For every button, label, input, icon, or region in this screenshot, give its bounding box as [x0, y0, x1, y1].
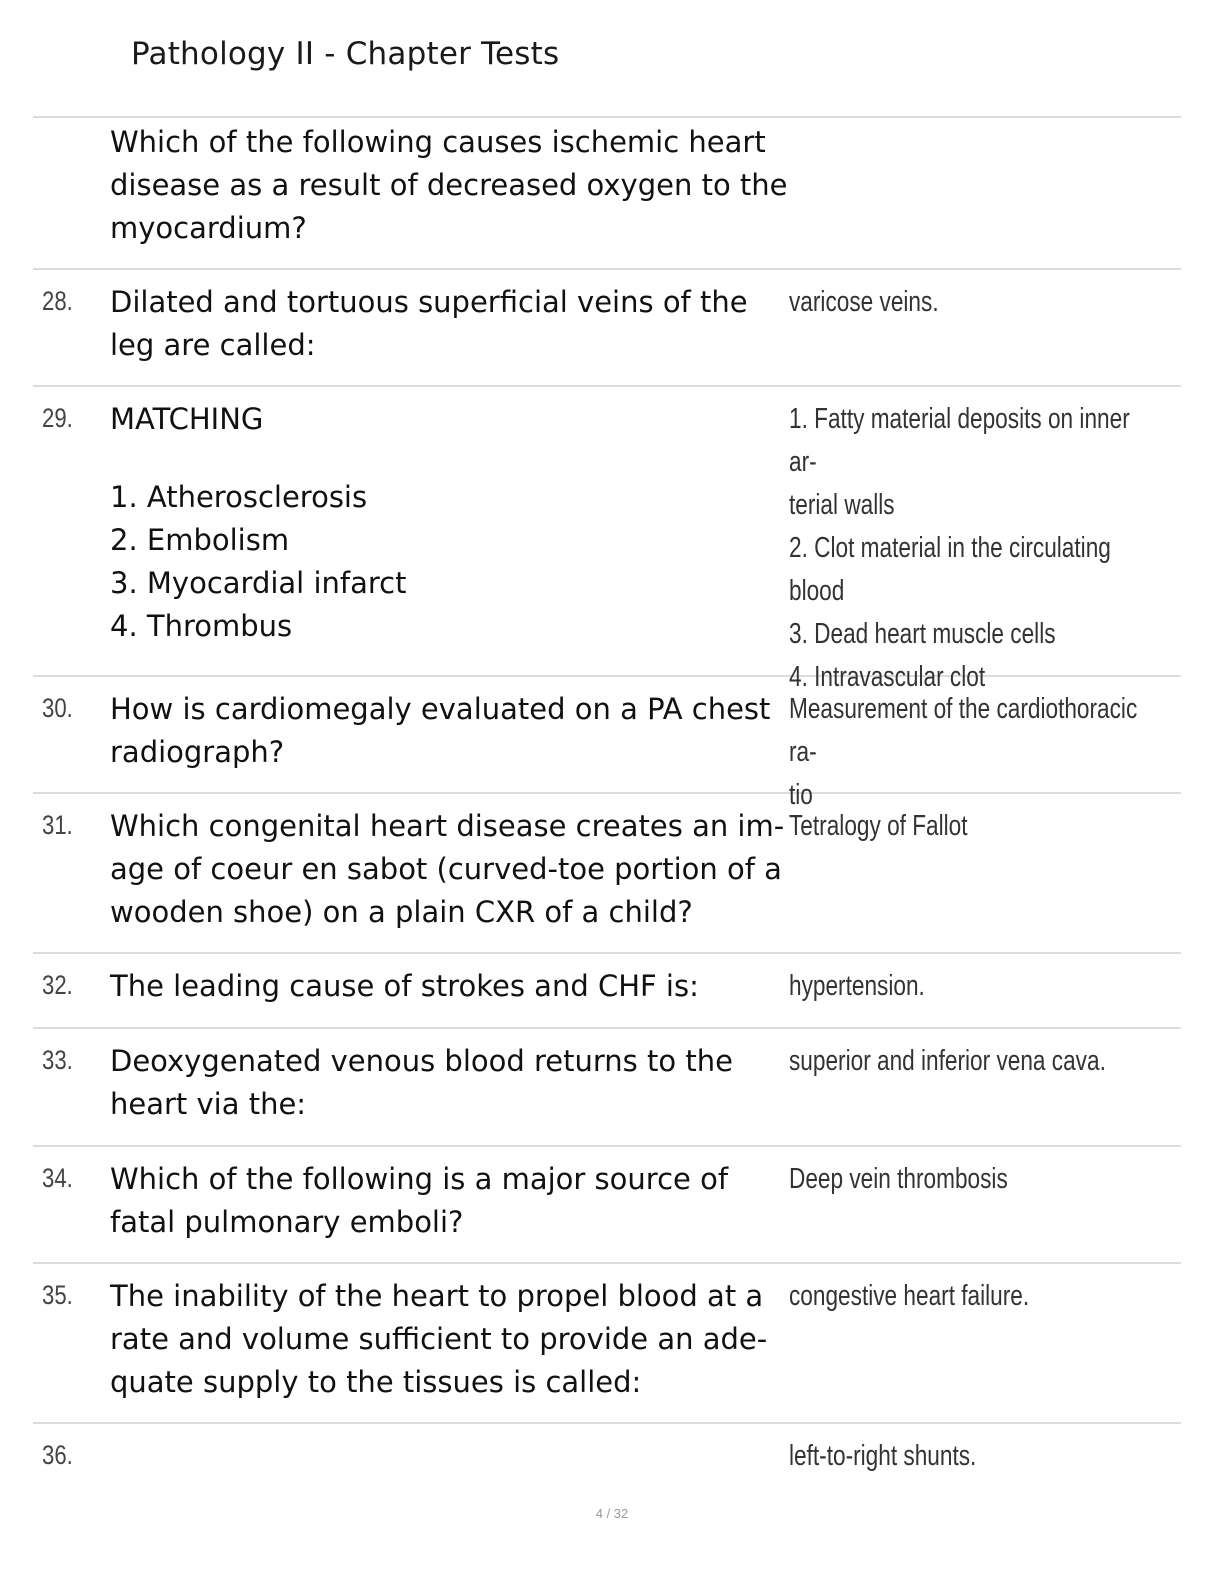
question-number: 29.	[42, 403, 73, 433]
qa-row	[33, 387, 1181, 693]
qa-table	[33, 116, 1181, 1494]
question-text	[110, 398, 800, 648]
question-text: How is cardiomegaly evaluated on a PA chest radiograph?	[110, 692, 771, 769]
answer-text: varicose veins.	[789, 286, 939, 318]
question-number: 32.	[42, 970, 73, 1000]
question-number: 34.	[42, 1163, 73, 1193]
question-text: Deoxygenated venous blood returns to the heart via the:	[110, 1044, 733, 1121]
qa-row	[33, 1147, 1181, 1264]
answer-text: 1. Fatty material deposits on inner ar- terial walls 2. Clot material in the circulating blood 3. Dead heart muscle cells 4. Intravascular clot	[789, 403, 1130, 693]
answer-text: hypertension.	[789, 970, 925, 1002]
question-number: 31.	[42, 810, 73, 840]
question-number: 30.	[42, 693, 73, 723]
qa-row	[33, 1424, 1181, 1494]
qa-row	[33, 1029, 1181, 1147]
question-number: 36.	[42, 1440, 73, 1470]
question-text: The inability of the heart to propel blood at a rate and volume sufficient to provide an ade- quate supply to the tissues is called:	[110, 1279, 768, 1399]
answer-text: Deep vein thrombosis	[789, 1163, 1008, 1195]
list-item: 4. Thrombus	[110, 609, 293, 643]
question-text: Which of the following causes ischemic heart disease as a result of decreased oxygen to the myocardium?	[110, 125, 788, 245]
question-text: The leading cause of strokes and CHF is:	[110, 969, 699, 1003]
question-number: 28.	[42, 286, 73, 316]
list-item: 2. Embolism	[110, 523, 290, 557]
qa-row	[33, 270, 1181, 387]
list-item: 1. Atherosclerosis	[110, 480, 368, 514]
answer-text: Tetralogy of Fallot	[789, 810, 968, 842]
qa-row	[33, 794, 1181, 954]
answer-text: superior and inferior vena cava.	[789, 1045, 1106, 1077]
qa-row	[33, 954, 1181, 1029]
qa-row	[33, 677, 1181, 811]
answer-text: left-to-right shunts.	[789, 1440, 977, 1472]
matching-heading: MATCHING	[110, 402, 264, 436]
question-number: 35.	[42, 1280, 73, 1310]
answer-text: congestive heart failure.	[789, 1280, 1030, 1312]
question-number: 33.	[42, 1045, 73, 1075]
list-item: 3. Myocardial infarct	[110, 566, 407, 600]
qa-row	[33, 118, 1181, 270]
question-text: Which congenital heart disease creates an im- age of coeur en sabot (curved-toe portion of a wooden shoe) on a plain CXR of a child?	[110, 809, 785, 929]
page-indicator: 4 / 32	[595, 1506, 629, 1521]
question-text: Dilated and tortuous superficial veins of the leg are called:	[110, 285, 748, 362]
qa-row	[33, 1264, 1181, 1424]
page-title: Pathology II - Chapter Tests	[131, 36, 560, 72]
answer-text: Measurement of the cardiothoracic ra- tio	[789, 693, 1138, 811]
question-text: Which of the following is a major source of fatal pulmonary emboli?	[110, 1162, 729, 1239]
matching-list	[110, 476, 800, 648]
